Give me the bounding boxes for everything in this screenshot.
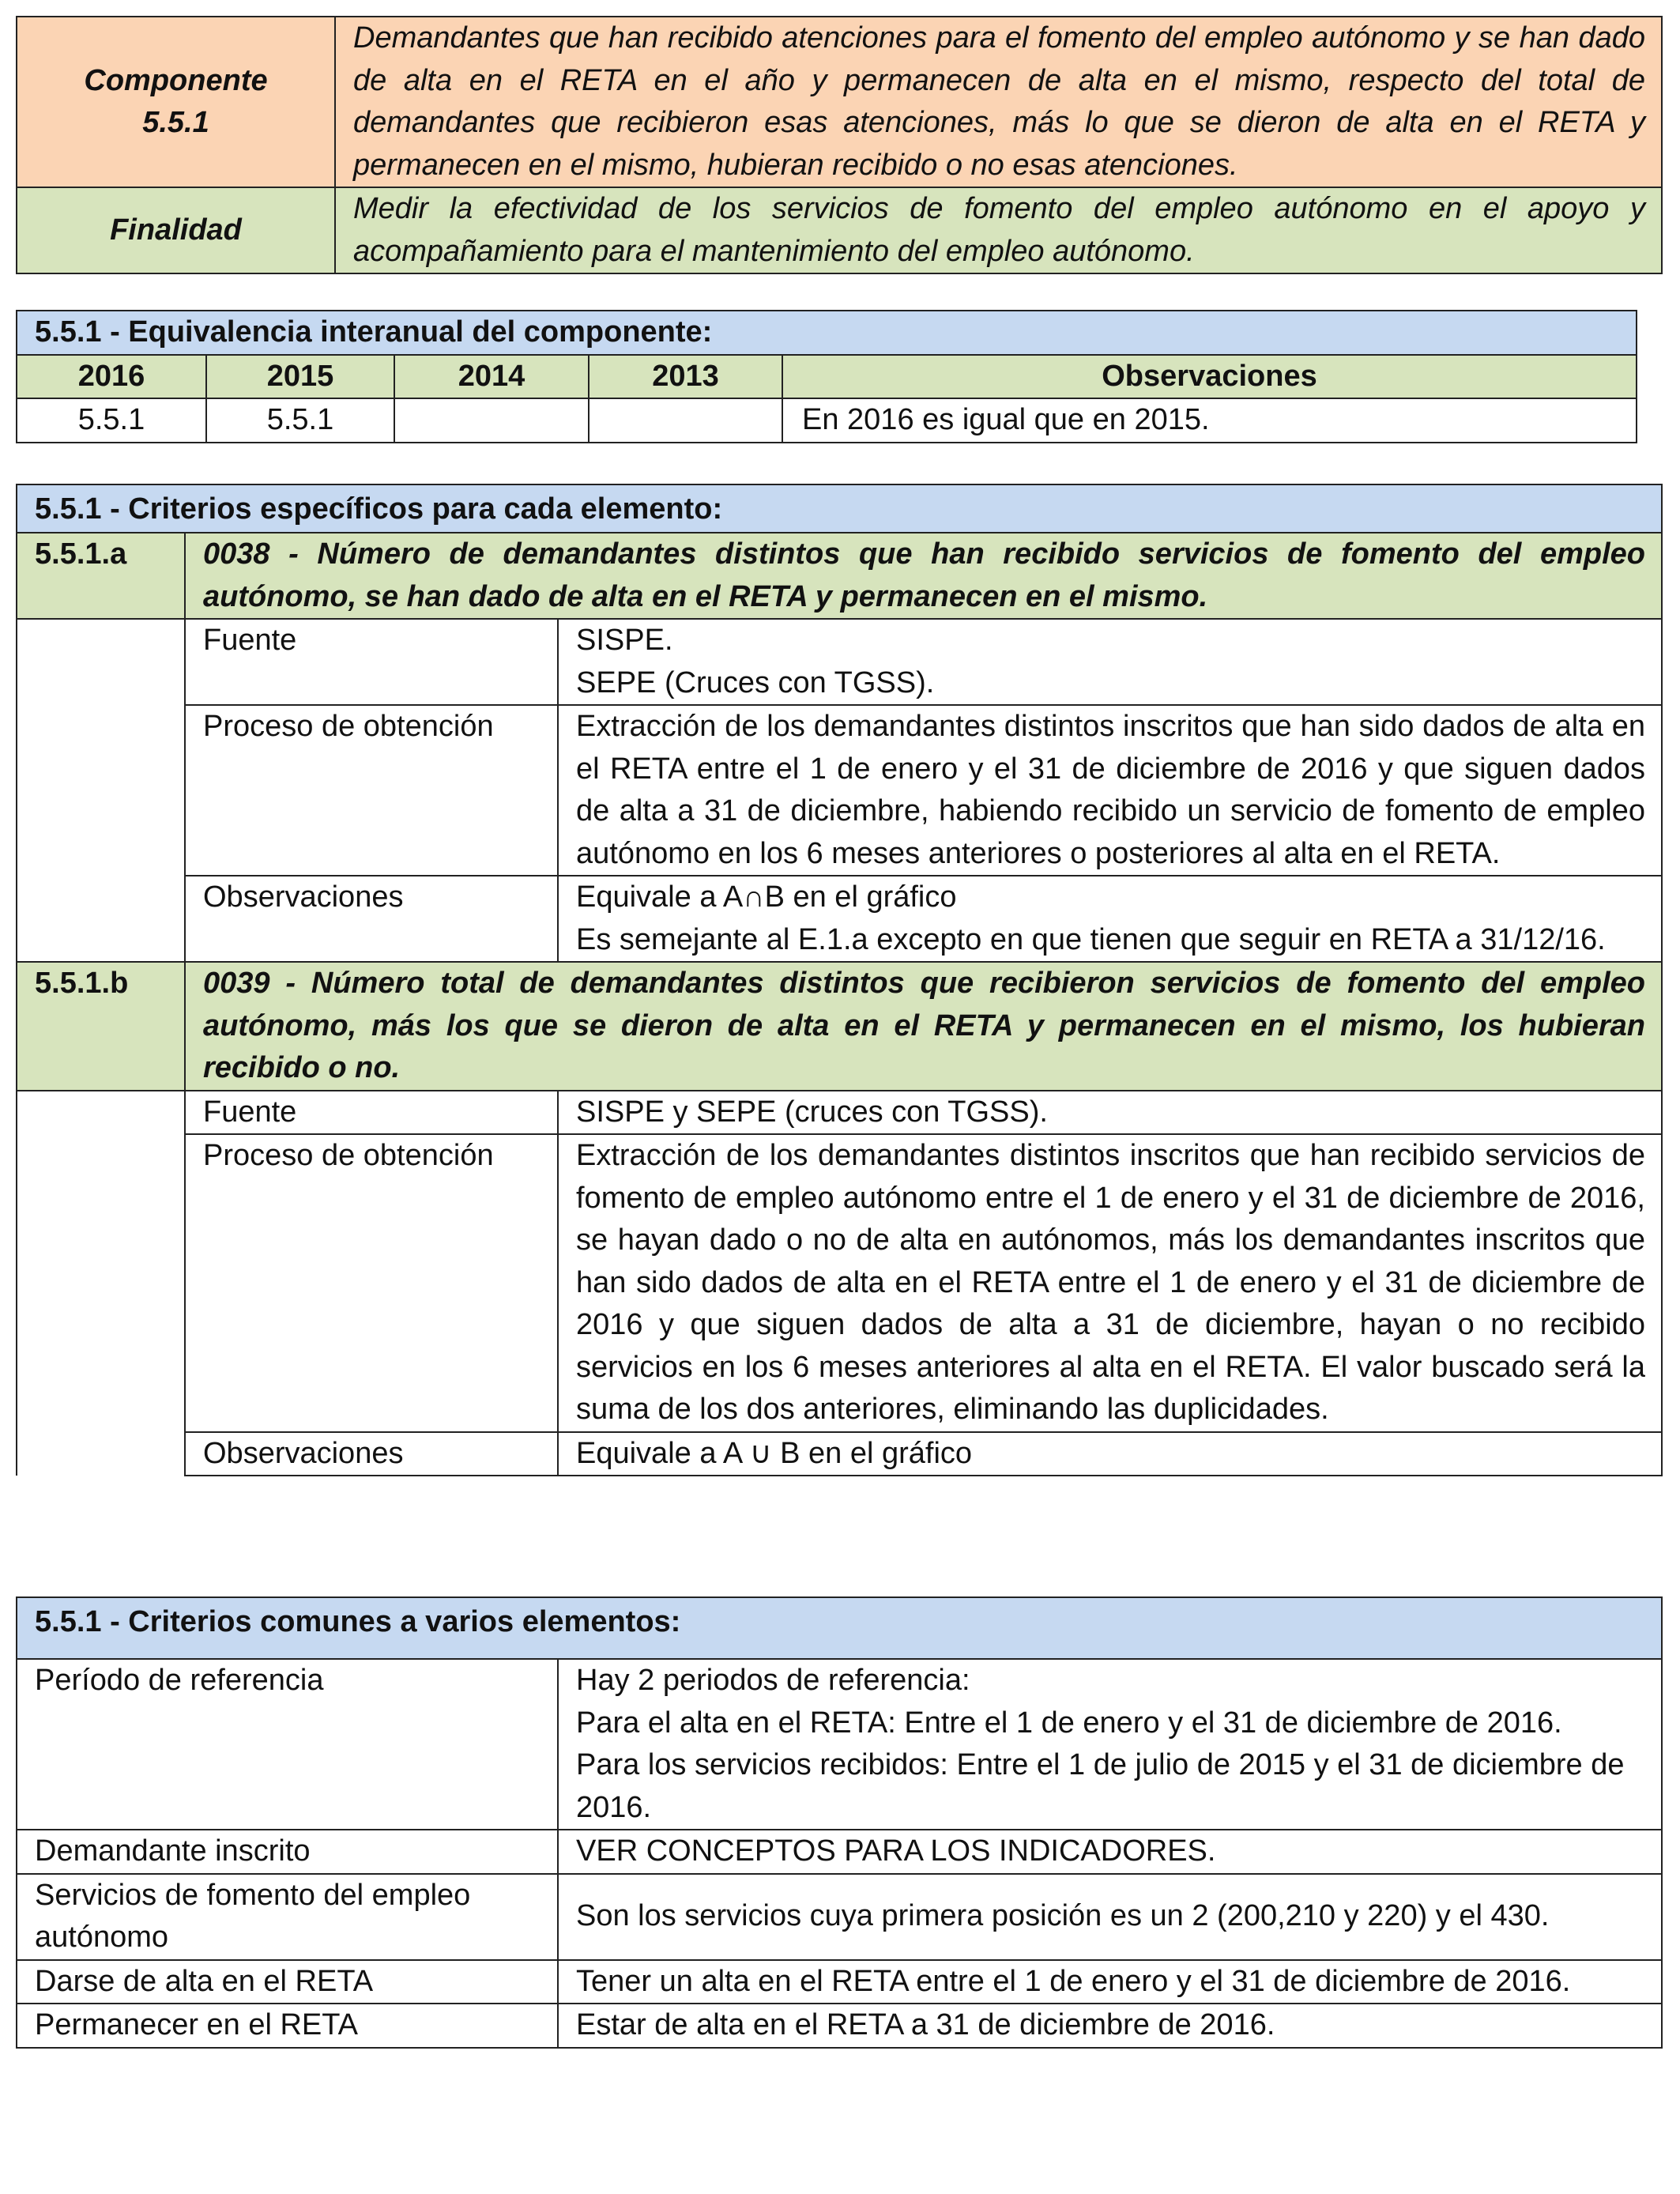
componente-label-line2: 5.5.1 (142, 106, 209, 139)
year-header-2016: 2016 (17, 355, 206, 399)
servicios-label: Servicios de fomento del empleo autónomo (17, 1874, 558, 1960)
finalidad-text: Medir la efectividad de los servicios de fomento del empleo autónomo en el apoyo y acompañamiento para el mantenimiento del empleo autónomo. (335, 187, 1662, 273)
observaciones-header: Observaciones (782, 355, 1637, 399)
especificos-title: 5.5.1 - Criterios específicos para cada elemento: (17, 484, 1662, 533)
indent-spacer (17, 619, 185, 962)
year-header-2014: 2014 (394, 355, 589, 399)
indent-spacer (17, 1091, 185, 1476)
element-code: 5.5.1.a (17, 533, 185, 619)
fuente-label: Fuente (185, 1091, 558, 1135)
demandante-label: Demandante inscrito (17, 1830, 558, 1874)
comunes-title: 5.5.1 - Criterios comunes a varios elementos: (17, 1597, 1662, 1659)
permanecer-value: Estar de alta en el RETA a 31 de diciembre de 2016. (558, 2004, 1662, 2048)
fuente-label: Fuente (185, 619, 558, 705)
equivalencia-cell-2013 (589, 398, 782, 443)
comunes-table (16, 1596, 1663, 2049)
observaciones-line: Es semejante al E.1.a excepto en que tienen que seguir en RETA a 31/12/16. (576, 922, 1606, 956)
componente-text: Demandantes que han recibido atenciones para el fomento del empleo autónomo y se han dado de alta en el RETA en el año y permanecen de alta en el mismo, respecto del total de demandantes que recibieron esas atenciones, más lo que se dieron de alta en el RETA y permanecen en el mismo, hubieran recibido o no esas atenciones. (335, 17, 1662, 187)
componente-label (17, 17, 335, 187)
equivalencia-cell-2016: 5.5.1 (17, 398, 206, 443)
permanecer-label: Permanecer en el RETA (17, 2004, 558, 2048)
alta-label: Darse de alta en el RETA (17, 1960, 558, 2004)
observaciones-line: Equivale a A∩B en el gráfico (576, 880, 957, 914)
year-header-2015: 2015 (206, 355, 394, 399)
observaciones-label: Observaciones (185, 876, 558, 962)
fuente-value: SISPE y SEPE (cruces con TGSS). (558, 1091, 1662, 1135)
fuente-line: SEPE (Cruces con TGSS). (576, 665, 935, 699)
proceso-value: Extracción de los demandantes distintos inscritos que han recibido servicios de fomento de empleo autónomo entre el 1 de enero y el 31 de diciembre de 2016, se hayan dado o no de alta en autónomos, más los demandantes inscritos que han sido dados de alta en el RETA entre el 1 de enero y el 31 de diciembre de 2016 y que siguen dados de alta a 31 de diciembre, hayan o no recibido servicios en los 6 meses anteriores al alta en el RETA. El valor buscado será la suma de los dos anteriores, eliminando las duplicidades. (558, 1134, 1662, 1432)
periodo-value (558, 1659, 1662, 1830)
servicios-value: Son los servicios cuya primera posición es un 2 (200,210 y 220) y el 430. (558, 1874, 1662, 1960)
equivalencia-cell-observaciones: En 2016 es igual que en 2015. (782, 398, 1637, 443)
finalidad-label: Finalidad (17, 187, 335, 273)
equivalencia-table (16, 310, 1637, 443)
equivalencia-cell-2015: 5.5.1 (206, 398, 394, 443)
proceso-label: Proceso de obtención (185, 1134, 558, 1432)
periodo-line: Hay 2 periodos de referencia: (576, 1664, 970, 1697)
alta-value: Tener un alta en el RETA entre el 1 de enero y el 31 de diciembre de 2016. (558, 1960, 1662, 2004)
proceso-label: Proceso de obtención (185, 705, 558, 876)
componente-label-line1: Componente (84, 63, 268, 97)
periodo-line: Para el alta en el RETA: Entre el 1 de enero y el 31 de diciembre de 2016. (576, 1706, 1562, 1740)
element-code: 5.5.1.b (17, 962, 185, 1091)
periodo-label: Período de referencia (17, 1659, 558, 1830)
observaciones-label: Observaciones (185, 1432, 558, 1476)
equivalencia-cell-2014 (394, 398, 589, 443)
equivalencia-title: 5.5.1 - Equivalencia interanual del componente: (17, 311, 1637, 355)
especificos-table (16, 484, 1663, 1476)
observaciones-value: Equivale a A ∪ B en el gráfico (558, 1432, 1662, 1476)
observaciones-value (558, 876, 1662, 962)
element-description: 0038 - Número de demandantes distintos que han recibido servicios de fomento del empleo autónomo, se han dado de alta en el RETA y permanecen en el mismo. (185, 533, 1662, 619)
demandante-value: VER CONCEPTOS PARA LOS INDICADORES. (558, 1830, 1662, 1874)
year-header-2013: 2013 (589, 355, 782, 399)
proceso-value: Extracción de los demandantes distintos inscritos que han sido dados de alta en el RETA entre el 1 de enero y el 31 de diciembre de 2016 y que siguen dados de alta a 31 de diciembre, habiendo recibido un servicio de fomento de empleo autónomo en los 6 meses anteriores o posteriores al alta en el RETA. (558, 705, 1662, 876)
element-description: 0039 - Número total de demandantes distintos que recibieron servicios de fomento del empleo autónomo, más los que se dieron de alta en el RETA y permanecen en el mismo, los hubieran recibido o no. (185, 962, 1662, 1091)
fuente-value (558, 619, 1662, 705)
periodo-line: Para los servicios recibidos: Entre el 1 de julio de 2015 y el 31 de diciembre de 2016. (576, 1748, 1625, 1824)
fuente-line: SISPE. (576, 624, 673, 657)
componente-table (16, 16, 1663, 274)
